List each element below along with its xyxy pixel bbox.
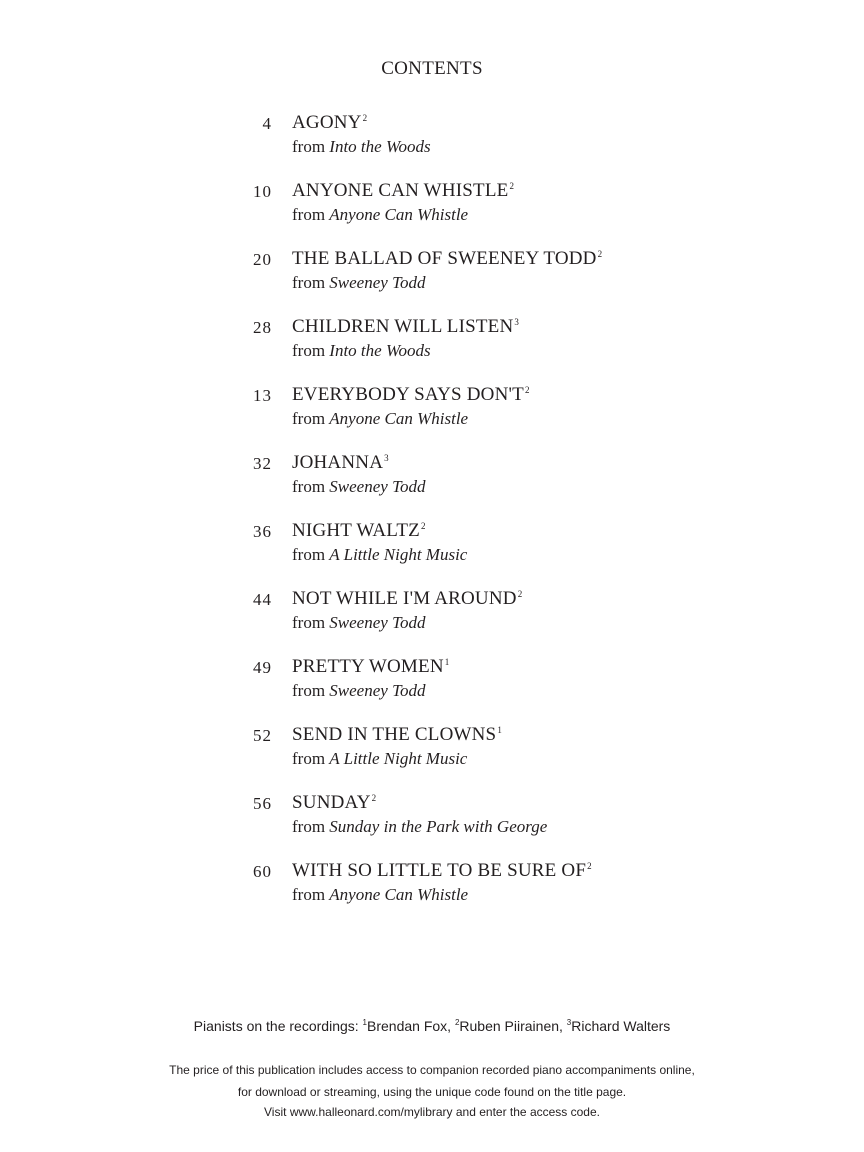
show-title: Sweeney Todd — [329, 477, 426, 496]
song-title — [292, 656, 449, 678]
pianist-marker: 2 — [509, 181, 515, 191]
pianist-marker: 2 — [517, 589, 523, 599]
from-label: from — [292, 613, 326, 632]
song-source — [292, 817, 547, 837]
page-number: 56 — [253, 794, 272, 813]
song-source — [292, 205, 468, 225]
song-title-text: AGONY — [292, 112, 362, 133]
song-source — [292, 749, 467, 769]
page-title: CONTENTS — [381, 58, 483, 79]
pianist-marker: 2 — [587, 861, 592, 871]
access-note-line-2: for download or streaming, using the unique code found on the title page. — [237, 1085, 627, 1099]
from-label: from — [292, 477, 326, 496]
song-title-text: ANYONE CAN WHISTLE — [292, 180, 509, 201]
from-label: from — [292, 137, 326, 156]
access-note-suffix: and enter the access code. — [452, 1105, 600, 1119]
song-source — [292, 613, 425, 633]
pianist-marker: 2 — [362, 113, 368, 123]
pianists-credit — [0, 1018, 864, 1034]
song-source — [292, 137, 431, 157]
page-number: 10 — [253, 182, 272, 201]
song-title — [292, 792, 376, 814]
pianist-marker: 1 — [497, 725, 503, 735]
page-number: 36 — [253, 522, 272, 541]
song-title — [292, 520, 426, 542]
toc-entry — [0, 384, 864, 452]
song-title — [292, 452, 389, 474]
toc-entry — [0, 452, 864, 520]
show-title: Anyone Can Whistle — [329, 885, 469, 904]
page-number: 52 — [253, 726, 272, 745]
library-url: www.halleonard.com/mylibrary — [289, 1105, 453, 1119]
toc-entry — [0, 520, 864, 588]
song-source — [292, 885, 468, 905]
show-title: A Little Night Music — [329, 545, 468, 564]
access-note-visit: Visit — [264, 1105, 290, 1119]
song-title-text: WITH SO LITTLE TO BE SURE OF — [292, 860, 587, 881]
song-title-text: NIGHT WALTZ — [292, 520, 420, 541]
song-source — [292, 545, 467, 565]
page-number: 13 — [253, 386, 272, 405]
from-label: from — [292, 273, 326, 292]
pianist-marker: 1 — [444, 657, 450, 667]
pianist-marker: 2 — [524, 385, 530, 395]
toc-entry — [0, 724, 864, 792]
contents-list — [0, 112, 864, 928]
access-note-line-1: The price of this publication includes access to companion recorded piano accompaniments online, — [169, 1063, 695, 1077]
song-title-text: EVERYBODY SAYS DON'T — [292, 384, 524, 405]
show-title: Sunday in the Park with George — [329, 817, 548, 836]
pianist-3-marker: 3 — [566, 1018, 572, 1027]
song-title-text: SEND IN THE CLOWNS — [292, 724, 497, 745]
toc-entry — [0, 588, 864, 656]
show-title: Sweeney Todd — [329, 273, 426, 292]
from-label: from — [292, 885, 326, 904]
page-number: 20 — [253, 250, 272, 269]
song-source — [292, 681, 425, 701]
pianist-2-marker: 2 — [454, 1018, 460, 1027]
show-title: Sweeney Todd — [329, 613, 426, 632]
pianist-marker: 3 — [384, 453, 389, 463]
from-label: from — [292, 817, 326, 836]
page-number: 49 — [253, 658, 272, 677]
toc-entry — [0, 656, 864, 724]
from-label: from — [292, 205, 326, 224]
show-title: Into the Woods — [329, 137, 431, 156]
show-title: Anyone Can Whistle — [329, 205, 469, 224]
page-number: 44 — [253, 590, 272, 609]
pianists-prefix: Pianists on the recordings: — [193, 1018, 363, 1034]
song-source — [292, 477, 425, 497]
pianist-1-marker: 1 — [362, 1018, 367, 1027]
from-label: from — [292, 341, 326, 360]
song-source — [292, 409, 468, 429]
song-title — [292, 180, 514, 202]
toc-entry — [0, 860, 864, 928]
song-title — [292, 112, 367, 134]
show-title: A Little Night Music — [329, 749, 468, 768]
song-title — [292, 588, 522, 610]
show-title: Into the Woods — [329, 341, 431, 360]
song-title — [292, 248, 602, 270]
song-title-text: PRETTY WOMEN — [292, 656, 444, 677]
song-title-text: NOT WHILE I'M AROUND — [292, 588, 517, 609]
pianist-marker: 2 — [371, 793, 377, 803]
from-label: from — [292, 681, 326, 700]
page-number: 4 — [262, 114, 272, 133]
pianist-marker: 2 — [597, 249, 603, 259]
song-source — [292, 341, 431, 361]
song-title — [292, 316, 519, 338]
song-title-text: SUNDAY — [292, 792, 371, 813]
page-number: 28 — [253, 318, 272, 337]
toc-entry — [0, 112, 864, 180]
toc-entry — [0, 792, 864, 860]
toc-entry — [0, 316, 864, 384]
pianist-3-name: Richard Walters — [571, 1018, 671, 1034]
from-label: from — [292, 545, 326, 564]
song-title-text: CHILDREN WILL LISTEN — [292, 316, 514, 337]
song-title — [292, 724, 502, 746]
show-title: Sweeney Todd — [329, 681, 426, 700]
from-label: from — [292, 749, 326, 768]
song-title-text: THE BALLAD OF SWEENEY TODD — [292, 248, 597, 269]
pianist-1-name: Brendan Fox, — [367, 1018, 455, 1034]
page-number: 60 — [253, 862, 272, 881]
song-title — [292, 384, 530, 406]
page-number: 32 — [253, 454, 272, 473]
song-title — [292, 860, 592, 882]
toc-entry — [0, 180, 864, 248]
show-title: Anyone Can Whistle — [329, 409, 469, 428]
pianist-2-name: Ruben Piirainen, — [459, 1018, 567, 1034]
pianist-marker: 3 — [514, 317, 520, 327]
from-label: from — [292, 409, 326, 428]
toc-entry — [0, 248, 864, 316]
pianist-marker: 2 — [420, 521, 426, 531]
song-source — [292, 273, 425, 293]
access-note-line-3 — [0, 1105, 864, 1119]
song-title-text: JOHANNA — [292, 452, 384, 473]
